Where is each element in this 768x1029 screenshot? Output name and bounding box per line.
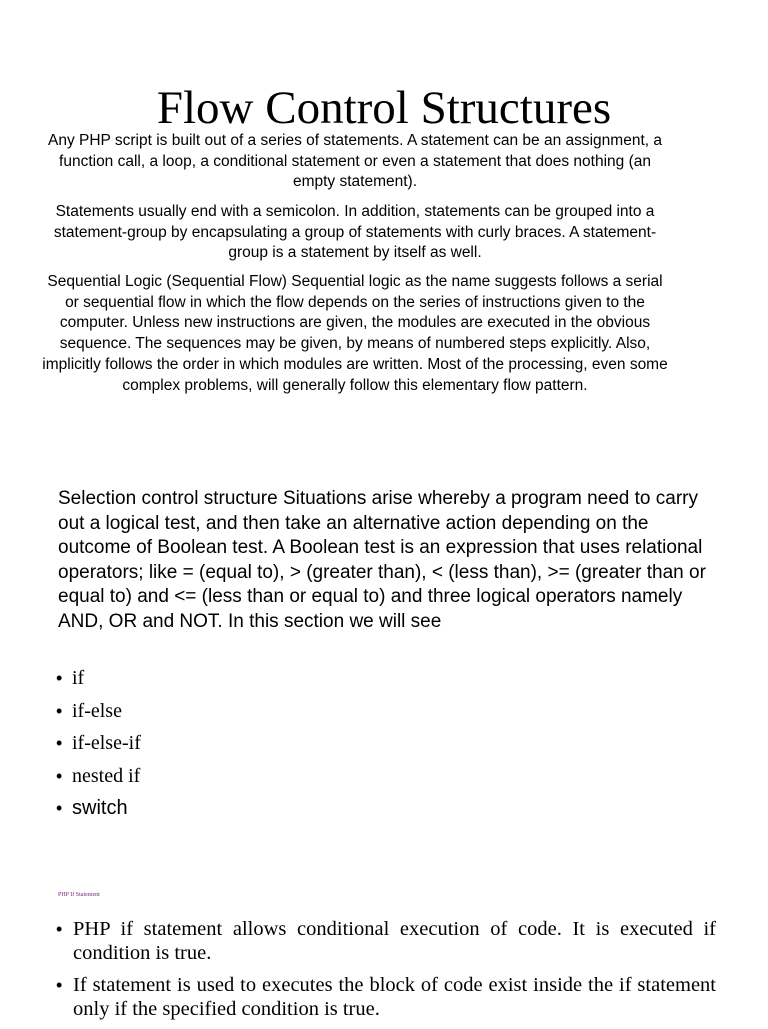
if-statement-list (56, 917, 716, 1029)
bullet-icon: • (56, 919, 63, 939)
statements-paragraph: Statements usually end with a semicolon. In addition, statements can be grouped into a statement-group by encapsulating a group of statements with curly braces. A statement-group is a statement by itself as well. (53, 203, 657, 262)
list-item (56, 917, 716, 965)
list-item-label: PHP if statement allows conditional execution of code. It is executed if condition is true. (73, 918, 716, 964)
section-caption: PHP If Statement (58, 892, 100, 898)
bullet-icon: • (56, 700, 63, 721)
list-item (56, 760, 141, 793)
selection-list (56, 662, 141, 825)
bullet-icon: • (56, 668, 63, 689)
list-item-label: switch (72, 797, 128, 820)
list-item (56, 662, 141, 695)
list-item (56, 792, 141, 825)
list-item-label: if (72, 667, 85, 690)
bullet-icon: • (56, 765, 63, 786)
sequential-logic-paragraph: Sequential Logic (Sequential Flow) Sequential logic as the name suggests follows a serial or sequential flow in which the flow depends on the series of instructions given to the computer. Unless new instructions are given, the modules are executed in the obvious sequence. The sequences may be given, by means of numbered steps explicitly. Also, implicitly follows the order in which modules are written. Most of the processing, even some complex problems, will generally follow this elementary flow pattern. (42, 273, 668, 394)
list-item (56, 973, 716, 1021)
bullet-icon: • (56, 733, 63, 754)
bullet-icon: • (56, 798, 63, 819)
list-item-label: nested if (72, 764, 141, 787)
bullet-icon: • (56, 975, 63, 995)
selection-paragraph: Selection control structure Situations arise whereby a program need to carry out a logical test, and then take an alternative action depending on the outcome of Boolean test. A Boolean test is an expression that uses relational operators; like = (equal to), > (greater than), < (less than), >= (greater than or equal to) and <= (less than or equal to) and three logical operators namely AND, OR and NOT. In this section we will see (58, 488, 706, 632)
list-item-label: if-else (72, 699, 122, 722)
list-item-label: If statement is used to executes the block of code exist inside the if statement only if the specified condition is true. (73, 974, 716, 1020)
page-title: Flow Control Structures (156, 82, 612, 134)
list-item (56, 727, 141, 760)
intro-paragraph: Any PHP script is built out of a series of statements. A statement can be an assignment, a function call, a loop, a conditional statement or even a statement that does nothing (an empty statement). (47, 132, 662, 191)
list-item (56, 695, 141, 728)
list-item-label: if-else-if (72, 732, 141, 755)
